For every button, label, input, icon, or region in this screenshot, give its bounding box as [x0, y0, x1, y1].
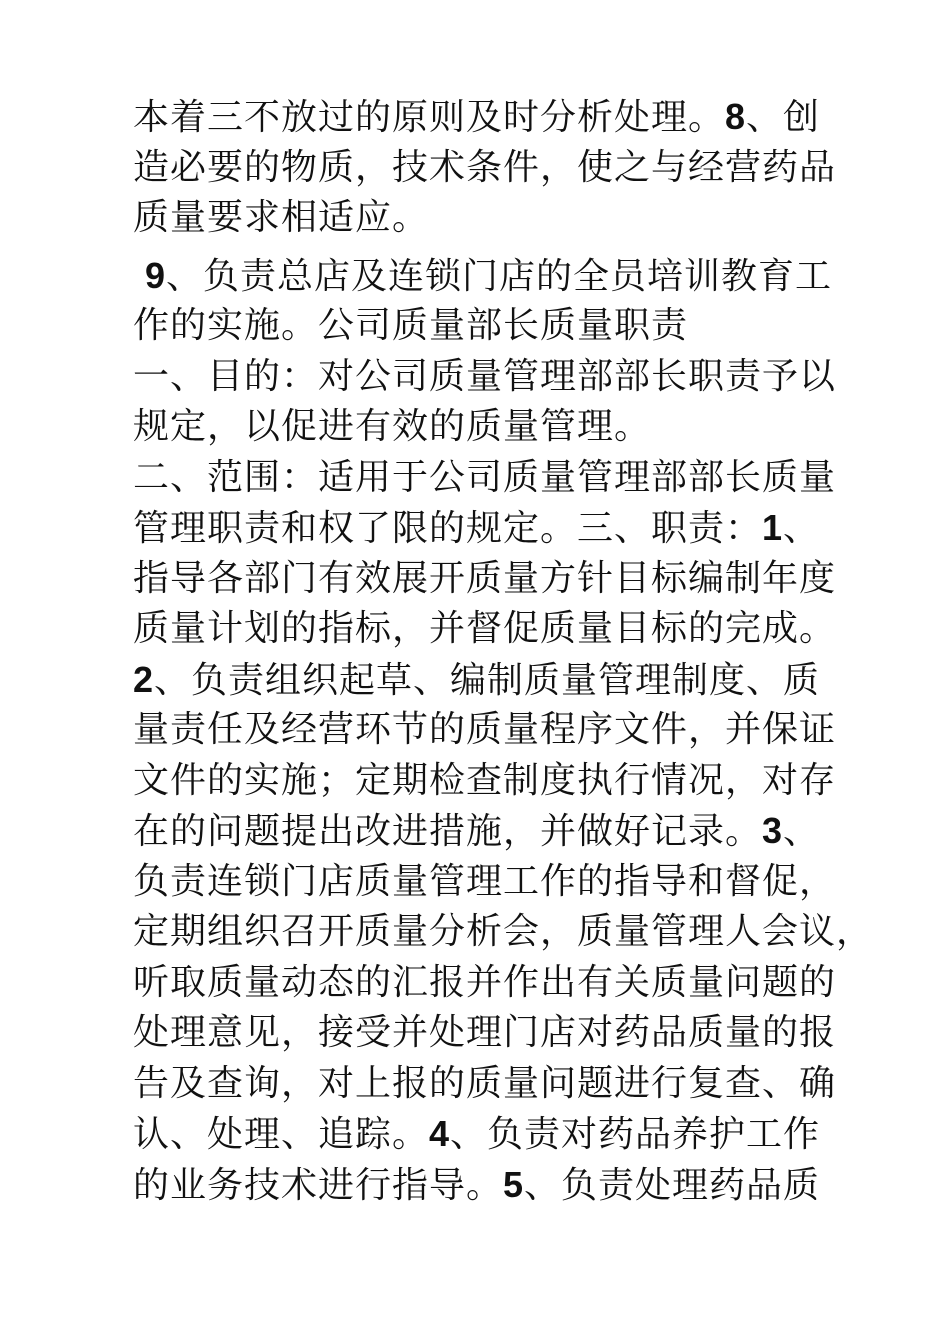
text-run: 质量计划的指标，并督促质量目标的完成。 — [133, 608, 837, 649]
text-line — [133, 1059, 853, 1110]
item-number: 2 — [133, 658, 155, 700]
text-run: 本着三不放过的原则及时分析处理。 — [133, 97, 726, 138]
item-number: 3 — [762, 810, 784, 851]
text-run: 告及查询，对上报的质量问题进行复查、确 — [133, 1062, 837, 1104]
text-line — [133, 907, 874, 958]
text-run: 二、范围：适用于公司质量管理部部长质量 — [133, 456, 837, 498]
text-run: 、负责组织起草、编制质量管理制度、质 — [154, 659, 821, 701]
text-line — [133, 143, 853, 194]
text-line — [133, 352, 853, 403]
item-number: 1 — [762, 507, 784, 548]
text-line — [133, 554, 853, 605]
text-line — [133, 251, 853, 302]
text-run: 、负责对药品养护工作 — [450, 1114, 821, 1155]
text-run: 规定，以促进有效的质量管理。 — [133, 406, 652, 447]
text-run: 负责连锁门店质量管理工作的指导和督促， — [133, 860, 837, 902]
text-line — [133, 857, 853, 908]
text-run: 量责任及经营环节的质量程序文件，并保证 — [133, 709, 837, 750]
item-number: 4 — [429, 1113, 451, 1154]
text-line — [133, 604, 853, 655]
text-run: 一、目的：对公司质量管理部部长职责予以 — [133, 355, 837, 397]
text-line — [133, 655, 853, 706]
text-run: 质量要求相适应。 — [133, 197, 430, 238]
item-number: 8 — [725, 96, 747, 137]
text-run: 造必要的物质，技术条件，使之与经营药品 — [133, 146, 837, 188]
text-line — [133, 1008, 853, 1059]
text-line — [133, 193, 853, 244]
text-run: 在的问题提出改进措施，并做好记录。 — [133, 811, 763, 852]
text-run: 、 — [783, 508, 821, 549]
text-run: 、负责总店及连锁门店的全员培训教育工 — [166, 255, 833, 297]
item-number: 9 — [145, 254, 167, 296]
text-run: 、负责处理药品质 — [524, 1164, 821, 1206]
text-line — [133, 92, 853, 143]
text-run: 作的实施。公司质量部长质量职责 — [133, 305, 689, 346]
text-line — [133, 1160, 853, 1211]
text-line — [133, 301, 853, 352]
text-line — [133, 453, 853, 504]
text-run: 、创 — [746, 97, 821, 138]
text-run: 的业务技术进行指导。 — [133, 1164, 504, 1206]
text-line — [133, 705, 853, 756]
text-run: 认、处理、追踪。 — [133, 1114, 430, 1155]
item-number: 5 — [503, 1163, 525, 1205]
text-run: 定期组织召开质量分析会，质量管理人会议， — [133, 911, 874, 952]
text-line — [133, 806, 853, 857]
text-line — [133, 503, 853, 554]
text-line — [133, 402, 853, 453]
text-run: 处理意见，接受并处理门店对药品质量的报 — [133, 1012, 837, 1053]
text-run: 文件的实施；定期检查制度执行情况，对存 — [133, 759, 837, 801]
text-line — [133, 1109, 853, 1160]
text-run: 指导各部门有效展开质量方针目标编制年度 — [133, 557, 837, 599]
text-line — [133, 756, 853, 807]
text-run: 、 — [783, 811, 821, 852]
text-run: 听取质量动态的汇报并作出有关质量问题的 — [133, 961, 837, 1003]
text-line — [133, 958, 853, 1009]
text-run: 管理职责和权了限的规定。三、职责： — [133, 508, 763, 549]
document-body — [133, 92, 874, 1210]
